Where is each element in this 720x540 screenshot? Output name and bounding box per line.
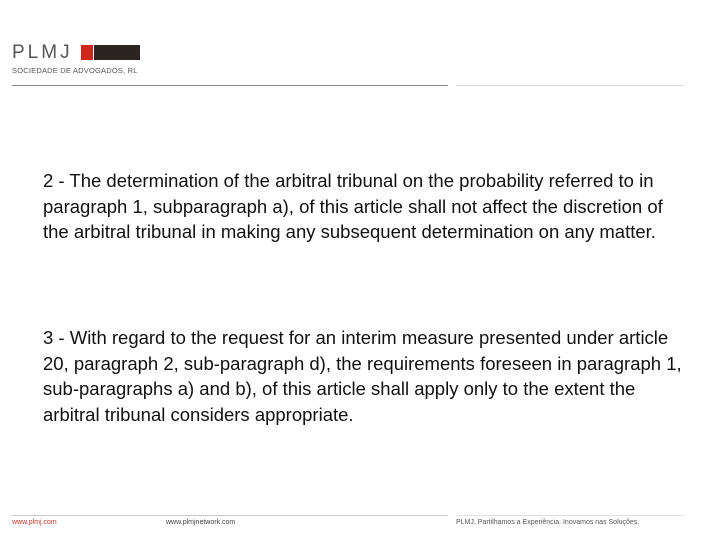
footer-tagline: PLMJ. Partilhamos a Experiência. Inovamos nas Soluções.: [456, 519, 640, 526]
logo-subtitle: SOCIEDADE DE ADVOGADOS, RL: [12, 66, 138, 75]
logo-wordmark: PLMJ: [12, 42, 73, 63]
footer-divider: [12, 515, 448, 516]
paragraph-2: 2 - The determination of the arbitral tribunal on the probability referred to in paragraph 1, subparagraph a), of this article shall not affect the discretion of the arbitral tribunal in making any subsequent determination on any matter.: [43, 170, 663, 242]
footer-divider-light: [456, 515, 684, 516]
header-divider: [12, 85, 448, 86]
header-divider-light: [456, 85, 684, 86]
logo-red-block: [81, 45, 93, 60]
footer-website-link[interactable]: www.plmj.com: [12, 519, 57, 526]
footer-network-link[interactable]: www.plmjnetwork.com: [166, 519, 236, 526]
logo-dark-block: [94, 45, 140, 60]
paragraph-3: 3 - With regard to the request for an interim measure presented under article 20, paragraph 2, sub-paragraph d), the requirements foreseen in paragraph 1, sub-paragraphs a) and b), of this article shall apply only to the extent the arbitral tribunal considers appropriate.: [43, 327, 682, 425]
